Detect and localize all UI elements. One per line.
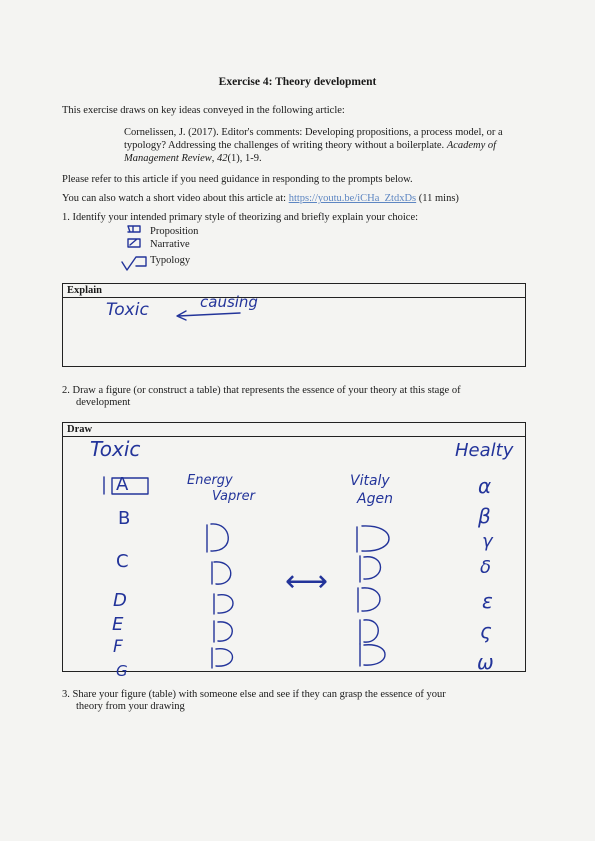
greek-letter-beta: β xyxy=(478,504,491,528)
option-narrative: Narrative xyxy=(150,239,190,250)
toxic-letter-d: D xyxy=(113,590,127,611)
toxic-letter-e: E xyxy=(112,614,124,635)
explain-box xyxy=(62,283,526,367)
option-typology: Typology xyxy=(150,255,191,266)
handwriting-agen: Agen xyxy=(357,491,393,507)
citation-authors: Cornelissen, J. (2017). Editor's comments: Developing propositions, a process model, or a typology? Addressing the challenges of writing theory without a boilerplate. xyxy=(124,127,503,151)
greek-letter-delta: δ xyxy=(480,557,492,578)
toxic-letter-c: C xyxy=(116,551,129,572)
toxic-letter-f: F xyxy=(113,637,123,657)
question-2-line1: 2. Draw a figure (or construct a table) that represents the essence of your theory at this stage of xyxy=(62,385,461,396)
video-prefix: You can also watch a short video about this article at: xyxy=(62,193,287,204)
handwriting-vapor: Vaprer xyxy=(212,489,255,504)
video-line xyxy=(62,192,459,205)
video-link[interactable]: https://youtu.be/iCHa_ZtdxDs xyxy=(288,193,417,204)
explain-box-header: Explain xyxy=(63,284,525,298)
checkbox-proposition-mark xyxy=(128,226,140,232)
citation: Cornelissen, J. (2017). Editor's comments: Developing propositions, a process model, or a typology? Addressing the challenges of writing theory without a boilerplate. Academy of Management Review, 42(1), 1-9. xyxy=(124,127,503,164)
question-3-line1: 3. Share your figure (table) with someone else and see if they can grasp the essence of your xyxy=(62,689,446,700)
citation-journal: Academy of Management Review xyxy=(124,140,497,164)
handwriting-col-healthy: Healty xyxy=(455,440,514,461)
citation-volume: 42 xyxy=(217,153,228,164)
greek-letter-epsilon: ε xyxy=(482,589,493,613)
exercise-title: Exercise 4: Theory development xyxy=(218,76,377,88)
toxic-letter-b: B xyxy=(118,508,131,529)
double-arrow-icon: ⟷ xyxy=(285,564,329,599)
greek-letter-omega: ω xyxy=(477,650,494,674)
checkbox-narrative-mark xyxy=(128,239,140,247)
handwriting-causing: causing xyxy=(200,293,258,311)
question-2-line2: development xyxy=(76,397,131,408)
question-3-line2: theory from your drawing xyxy=(76,701,185,712)
citation-issue-pages: (1), 1-9. xyxy=(227,153,262,164)
guidance-text: Please refer to this article if you need guidance in responding to the prompts below. xyxy=(62,174,413,185)
handwriting-vitality: Vitaly xyxy=(350,473,390,489)
checkbox-typology-mark xyxy=(122,257,146,270)
handwriting-toxic: Toxic xyxy=(106,300,149,320)
greek-letter-gamma: γ xyxy=(482,531,493,552)
toxic-letter-g: G xyxy=(116,662,128,680)
draw-box-header: Draw xyxy=(63,423,525,437)
toxic-letter-a: A xyxy=(116,474,129,495)
option-proposition: Proposition xyxy=(150,226,199,237)
handwriting-energy: Energy xyxy=(187,473,233,488)
handwriting-col-toxic: Toxic xyxy=(90,437,141,461)
intro-text: This exercise draws on key ideas conveyed in the following article: xyxy=(62,105,345,116)
video-suffix: (11 mins) xyxy=(418,193,459,204)
question-1: 1. Identify your intended primary style of theorizing and briefly explain your choice: xyxy=(62,212,419,223)
greek-letter-stigma: ς xyxy=(480,619,492,643)
greek-letter-alpha: α xyxy=(478,474,492,498)
